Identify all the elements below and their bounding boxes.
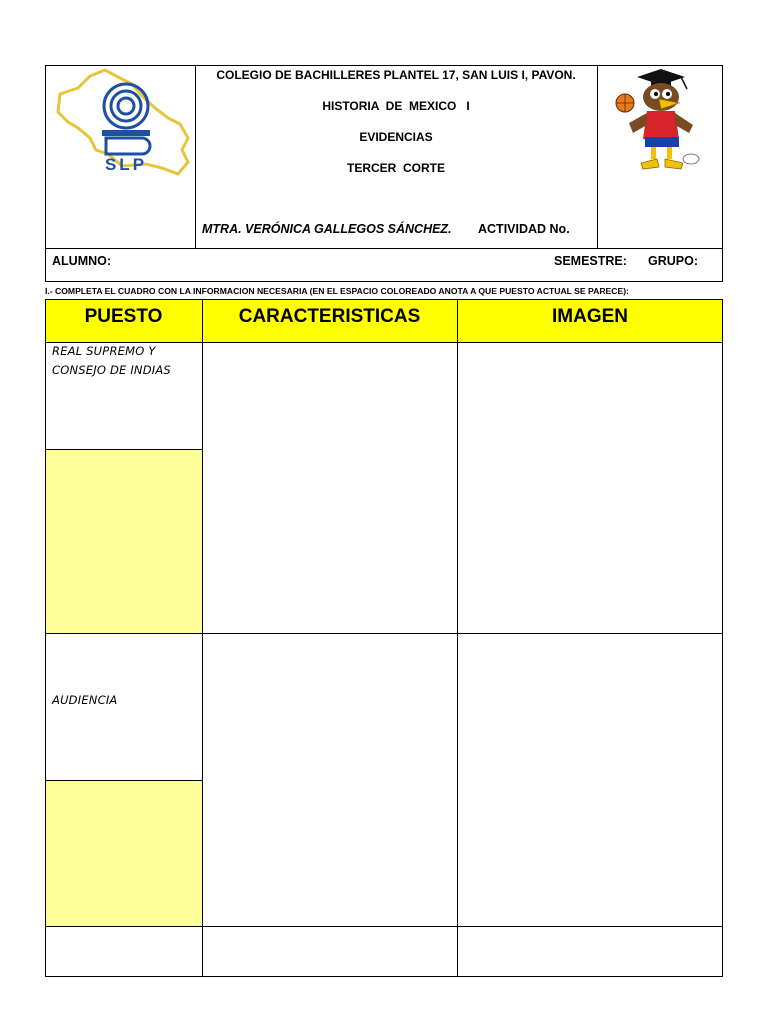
evidence-label: EVIDENCIAS: [359, 130, 433, 144]
row-line-2: [45, 926, 723, 927]
row-line-sub-1: [45, 449, 202, 450]
period-label: TERCER CORTE: [346, 161, 445, 175]
subject-title: HISTORIA DE MEXICO I: [322, 99, 470, 113]
slp-logo: [50, 66, 192, 178]
row-line-sub-2: [45, 780, 202, 781]
school-name: COLEGIO DE BACHILLERES PLANTEL 17, SAN LUIS I, PAVON.: [216, 68, 576, 82]
puesto-audiencia: AUDIENCIA: [52, 693, 118, 707]
instruction-text: I.- COMPLETA EL CUADRO CON LA INFORMACION NECESARIA (EN EL ESPACIO COLOREADO ANOTA A QUE PUESTO ACTUAL SE PARECE):: [45, 286, 629, 296]
row-line-header: [45, 342, 723, 343]
grupo-label: GRUPO:: [648, 254, 698, 268]
slp-logo-text: SLP: [104, 155, 148, 174]
col-line-1: [202, 299, 203, 977]
alumno-label: ALUMNO:: [52, 254, 112, 268]
header-divider-left: [195, 65, 196, 249]
row-line-1: [45, 633, 723, 634]
header-caracteristicas: CARACTERISTICAS: [238, 306, 421, 327]
activity-table: [45, 299, 723, 977]
eagle-mascot-image: [607, 67, 715, 175]
header-puesto: PUESTO: [84, 306, 163, 327]
teacher-name: MTRA. VERÓNICA GALLEGOS SÁNCHEZ.: [202, 222, 452, 236]
col-line-2: [457, 299, 458, 977]
table-outline: [45, 299, 723, 977]
semestre-label: SEMESTRE:: [554, 254, 627, 268]
header-imagen: IMAGEN: [552, 306, 628, 327]
header-divider-right: [597, 65, 598, 249]
activity-label: ACTIVIDAD No.: [478, 222, 570, 236]
puesto-real-supremo: REAL SUPREMO Y CONSEJO DE INDIAS: [52, 344, 171, 377]
